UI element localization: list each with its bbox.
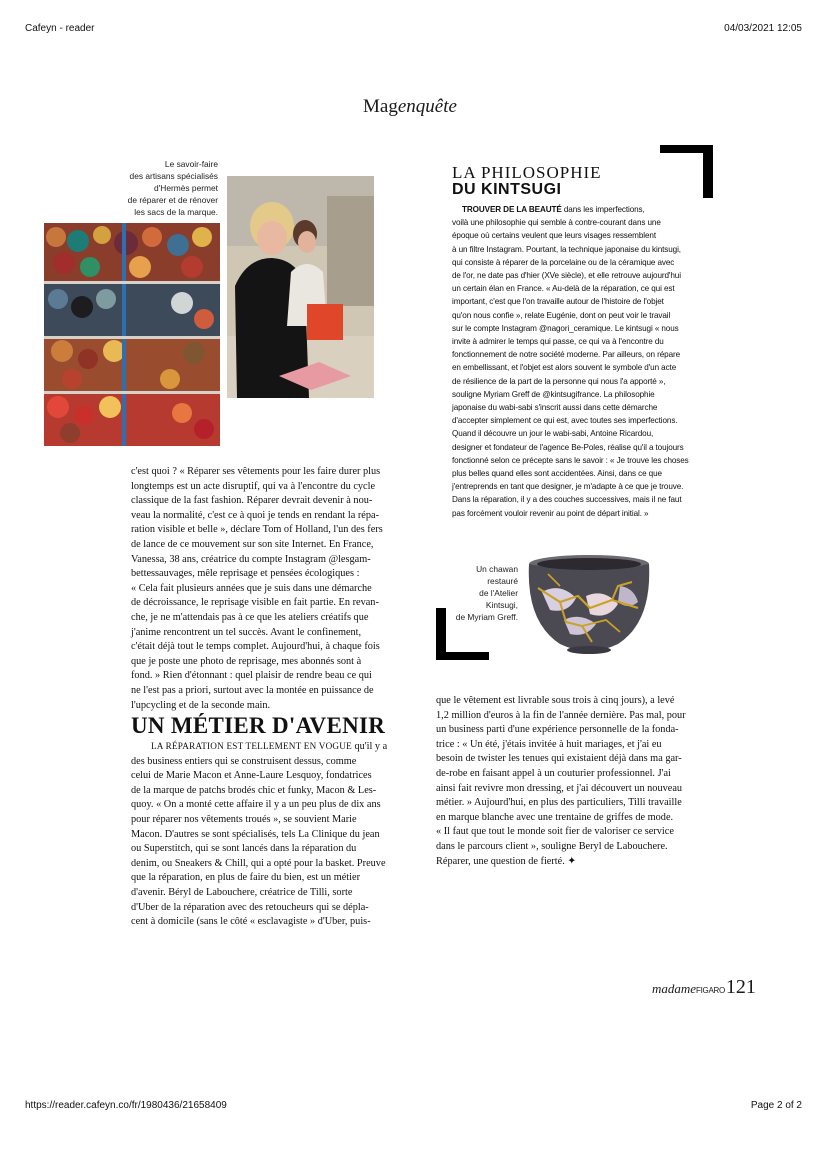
lead-rest: qu'il y a (351, 741, 388, 752)
caption-line: des artisans spécialisés (129, 171, 218, 181)
article-line: sur le compte Instagram @nagori_ceramique. Le kintsugi « nous (452, 323, 679, 333)
section-suffix: enquête (397, 96, 457, 117)
brand-madame: madame (652, 981, 697, 996)
article-line: Dans la réparation, il y a des couches successives, mais il ne faut (452, 495, 682, 505)
article-line: souligne Myriam Greff de @kintsugifrance. La philosophie (452, 389, 655, 399)
article-line: denim, ou Sneakers & Chill, qui a opté pour la basket. Preuve (131, 857, 386, 869)
app-title: Cafeyn - reader (25, 23, 95, 34)
bowl-caption (440, 563, 518, 623)
article-line: bettessauvages, mêle reprisage et pensées écologiques : (131, 568, 360, 580)
tilli-article (436, 694, 713, 869)
article-line: japonaise du wabi-sabi s'inscrit aussi dans cette démarche (452, 403, 658, 413)
article-line: qu'on nous confie », relate Eugénie, dont on peut voir le travail (452, 310, 671, 320)
article-line: Vanessa, 38 ans, créatrice du compte Instagram @lesgam- (131, 553, 371, 565)
article-line: pas forcément vouloir revenir au point de départ initial. » (452, 508, 649, 518)
repair-article-bottom (131, 739, 408, 930)
article-line: veau la normalité, c'est ce à quoi je tends en rendant la répa- (131, 509, 380, 521)
caption-line: les sacs de la marque. (134, 207, 218, 217)
article-line: ainsi fait revivre mon dressing, et j'ai découvert un nouveau (436, 782, 683, 794)
caption-line: restauré (487, 576, 518, 586)
article-line: ration visible et belle », déclare Tom of Holland, l'un des fers (131, 524, 383, 536)
caption-line: Kintsugi, (485, 600, 518, 610)
caption-line: Le savoir-faire (164, 159, 218, 169)
philosophy-heading-line1: LA PHILOSOPHIE (452, 163, 602, 182)
article-line: à un filtre Instagram. Pourtant, la technique japonaise du kintsugi, (452, 244, 681, 254)
article-line: que la réparation, en plus de faire du bien, est un métier (131, 872, 361, 884)
article-line: che, je ne m'attendais pas à ce que les ateliers créatifs que (131, 611, 369, 623)
article-line: Macon. D'autres se sont spécialisés, tels La Clinique du jean (131, 828, 380, 840)
article-line: plus belles quand elles sont accidentées. Ainsi, dans ce que (452, 469, 662, 479)
caption-line: de l'Atelier (479, 588, 518, 598)
article-line: trice : « Un été, j'étais invitée à huit mariages, et j'ai eu (436, 738, 662, 750)
article-line: époque où certains veulent que leurs visages ressemblent (452, 231, 656, 241)
article-line: Réparer, une question de fierté. ✦ (436, 855, 577, 867)
repair-article-top (131, 465, 408, 713)
folio (652, 976, 756, 999)
article-line: métier. » Aujourd'hui, en plus des particuliers, Tilli travaille (436, 797, 682, 809)
article-line: c'est quoi ? « Réparer ses vêtements pour les faire durer plus (131, 466, 381, 477)
article-line: que je poste une photo de reprisage, mes abonnés sont à (131, 655, 362, 667)
section-prefix: Mag (363, 96, 398, 117)
article-line: en embellissant, et l'objet est alors souvent le symbole d'un acte (452, 363, 677, 373)
article-line: cent à domicile (sans le côté « esclavagiste » d'Uber, puis- (131, 916, 371, 928)
article-line: qui consiste à réparer de la porcelaine ou de la céramique avec (452, 257, 675, 267)
article-line (452, 203, 714, 216)
article-line: de résilience de la part de la personne qui nous l'a apporté », (452, 376, 666, 386)
article-line: de lance de ce mouvement sur son site Internet. En France, (131, 538, 374, 550)
article-line: de-robe en faisant appel à un couturier professionnel. J'ai (436, 767, 671, 779)
article-line: celui de Marie Macon et Anne-Laure Lesquoy, fondatrices (131, 770, 372, 782)
article-line: ou Superstitch, qui se sont lancés dans la réparation du (131, 843, 357, 855)
article-line: « Il faut que tout le monde soit fier de valoriser ce service (436, 826, 674, 838)
chawan-bowl-photo (520, 552, 658, 660)
kintsugi-article (452, 203, 714, 520)
article-line: ne l'est pas a priori, surtout avec la montée en puissance de (131, 684, 374, 696)
article-line: d'Uber de la réparation avec des retoucheurs qui se dépla- (131, 901, 369, 913)
article-line: important, c'est que l'on travaille autour de l'histoire de l'objet (452, 297, 664, 307)
article-line: d'accepter simplement ce qui est, avec toutes ses imperfections. (452, 416, 678, 426)
article-line: pour réparer nos vêtements troués », se souvient Marie (131, 813, 357, 825)
caption-line: de Myriam Greff. (455, 612, 518, 622)
article-line: d'avenir. Béryl de Labouchere, créatrice de Tilli, sorte (131, 886, 353, 898)
photo-caption (120, 158, 218, 218)
article-line: que le vêtement est livrable sous trois à cinq jours), a levé (436, 695, 675, 706)
philosophy-heading-line2: DU KINTSUGI (452, 181, 562, 198)
article-line: voilà une philosophie qui semble à contre-courant dans une (452, 218, 661, 228)
article-line: fonctionné selon ce précepte sans le savoir : « Je trouve les choses (452, 455, 689, 465)
caption-line: de réparer et de rénover (127, 195, 218, 205)
caption-line: Un chawan (476, 564, 518, 574)
article-line: des business entiers qui se construisent dessus, comme (131, 755, 357, 767)
footer-url[interactable]: https://reader.cafeyn.co/fr/1980436/21658409 (25, 1100, 227, 1111)
leather-shelf-photo (44, 223, 220, 446)
article-line: fonctionnement de notre société moderne. Par ailleurs, on répare (452, 350, 681, 360)
article-line: « Cela fait plusieurs années que je suis dans une démarche (131, 582, 372, 594)
article-line: c'était déjà tout le temps complet. Aujourd'hui, à chaque fois (131, 641, 380, 653)
brand-figaro: FIGARO (696, 986, 725, 995)
article-line: quoy. « On a monté cette affaire il y a un peu plus de dix ans (131, 799, 381, 811)
section-title (363, 96, 457, 118)
article-line (131, 739, 408, 755)
lead-in: TROUVER DE LA BEAUTÉ (462, 205, 562, 214)
article-line: de l'or, ne date pas d'hier (XVe siècle), et elle retrouve aujourd'hui (452, 271, 681, 281)
article-line: de la marque de patchs brodés chic et funky, Macon & Les- (131, 784, 377, 796)
article-line: un business parti d'une expérience personnelle de la fonda- (436, 724, 679, 736)
article-line: en marque blanche avec une trentaine de griffes de mode. (436, 811, 674, 823)
article-line: dans le parcours client », souligne Beryl de Labouchere. (436, 840, 668, 852)
article-line: classique de la fast fashion. Réparer devrait devenir à nou- (131, 495, 373, 507)
header-datetime: 04/03/2021 12:05 (724, 23, 802, 34)
article-line: j'entreprends en tant que designer, je m'adapte à ce que je trouve. (452, 482, 684, 492)
article-line: designer et fondateur de l'agence Be-Poles, réalise qu'il a toujours (452, 442, 684, 452)
metier-heading: UN MÉTIER D'AVENIR (131, 713, 386, 738)
page-number: 121 (725, 976, 756, 998)
article-line: invite à admirer le temps qui passe, ce qui va à l'encontre du (452, 337, 664, 347)
article-line: l'upcycling et de la seconde main. (131, 699, 271, 711)
lead-in: LA RÉPARATION EST TELLEMENT EN VOGUE (151, 741, 352, 751)
article-line: longtemps est un acte disruptif, qui va à l'encontre du cycle (131, 480, 376, 492)
lead-rest: dans les imperfections, (561, 205, 645, 214)
artisans-photo (227, 176, 374, 398)
article-line: 1,2 million d'euros à la fin de l'année dernière. Pas mal, pour (436, 709, 686, 721)
article-line: fond. » Rien d'étonnant : quel plaisir de rendre beau ce qui (131, 670, 372, 682)
corner-bracket-top-v (703, 145, 713, 198)
article-line: de décroissance, le reprisage visible en fait partie. En revan- (131, 597, 379, 609)
article-line: Quand il découvre un jour le wabi-sabi, Antoine Ricardou, (452, 429, 654, 439)
footer-page-label: Page 2 of 2 (750, 1100, 802, 1111)
article-line: besoin de twister les tenues qui existaient déjà dans ma gar- (436, 753, 682, 765)
article-line: j'anime rencontrent un tel succès. Avant le confinement, (131, 626, 362, 638)
corner-bracket-bottom-h (436, 652, 489, 660)
caption-line: d'Hermès permet (154, 183, 218, 193)
article-line: un certain élan en France. « Au-delà de la réparation, ce qui est (452, 284, 675, 294)
